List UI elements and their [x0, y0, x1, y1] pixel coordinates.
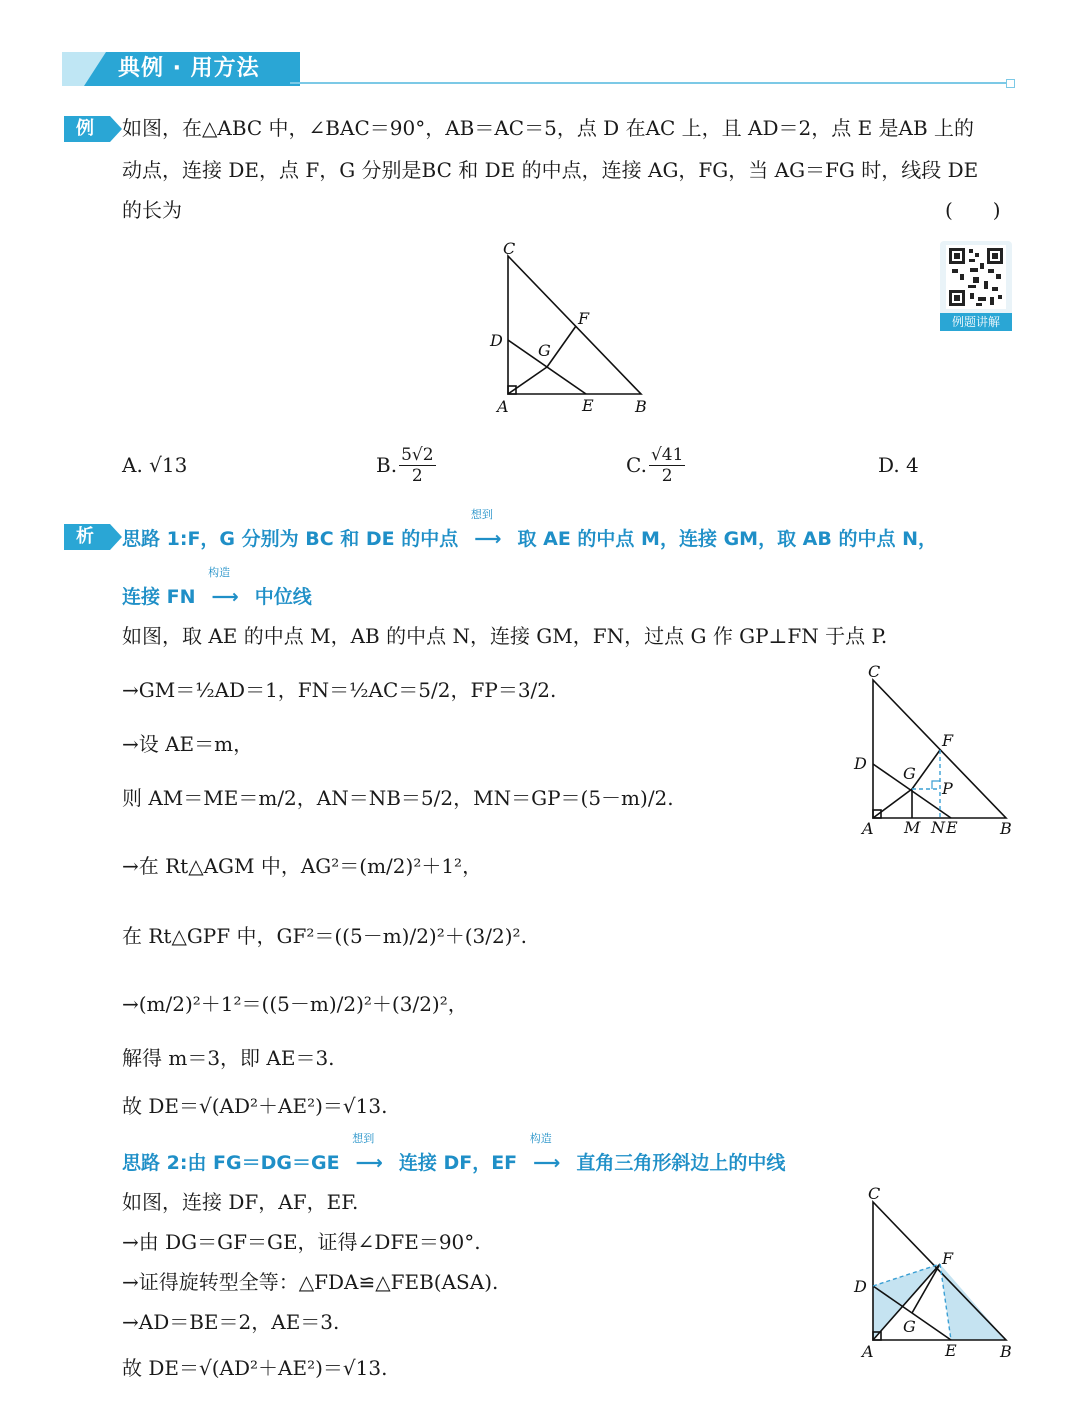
label-d: D	[854, 754, 867, 773]
figure-idea-2	[848, 1182, 1018, 1362]
step-2-5: 故 DE＝√(AD²＋AE²)＝√13.	[122, 1355, 388, 1380]
label-p: P	[942, 779, 953, 798]
label-d: D	[854, 1277, 867, 1296]
label-e: E	[945, 1341, 957, 1360]
qr-code-label: 例题讲解	[940, 313, 1012, 331]
arrow-think-icon: 想到 ⟶	[352, 1132, 383, 1174]
arrow-construct-icon: 构造 ⟶	[208, 566, 239, 608]
label-n: N	[931, 818, 945, 837]
analysis-tag: 析	[64, 524, 110, 550]
figure-main	[486, 236, 656, 416]
label-d: D	[490, 331, 503, 350]
label-e: E	[582, 396, 594, 415]
header-check-icon	[62, 52, 106, 86]
header-rule-end	[1006, 79, 1015, 88]
step-2-2: →由 DG＝GF＝GE，证得∠DFE＝90°.	[122, 1229, 481, 1254]
step-1-2: →GM＝½AD＝1，FN＝½AC＝5/2，FP＝3/2.	[122, 677, 557, 702]
segment-ag	[508, 367, 547, 394]
step-1-7: →(m/2)²＋1²＝((5－m)/2)²＋(3/2)²，	[122, 991, 468, 1016]
option-a[interactable]: A. √13	[122, 453, 188, 477]
example-line-3: 的长为	[122, 198, 182, 222]
label-a: A	[862, 819, 874, 838]
segment-fg	[547, 326, 576, 367]
step-2-1: 如图，连接 DF，AF，EF.	[122, 1189, 359, 1214]
section-title: 典例 · 用方法	[118, 56, 260, 81]
option-b[interactable]: B. $\frac{5√2}{2}$	[376, 444, 434, 486]
label-f: F	[942, 1249, 954, 1268]
label-a: A	[497, 397, 509, 416]
step-1-9: 故 DE＝√(AD²＋AE²)＝√13.	[122, 1093, 388, 1118]
label-c: C	[868, 1184, 881, 1203]
label-f: F	[942, 731, 954, 750]
idea-1-line-1: 思路 1:F，G 分别为 BC 和 DE 的中点 想到 ⟶ 取 AE 的中点 M，连接 GM，取 AB 的中点 N，	[122, 508, 938, 550]
arrow-construct-icon: 构造 ⟶	[529, 1132, 561, 1174]
header-rule	[290, 82, 1008, 84]
example-line-1: 如图，在△ABC 中，∠BAC＝90°，AB＝AC＝5，点 D 在AC 上，且 AD＝2，点 E 是AB 上的	[122, 116, 975, 140]
label-b: B	[1000, 819, 1012, 838]
example-tag: 例	[64, 116, 110, 142]
label-g: G	[903, 764, 916, 783]
figure-idea-1	[848, 660, 1018, 840]
label-f: F	[578, 309, 590, 328]
answer-blank: ( )	[945, 198, 1001, 222]
triangle-abc	[508, 256, 641, 394]
step-1-4: 则 AM＝ME＝m/2，AN＝NB＝5/2，MN＝GP＝(5－m)/2.	[122, 785, 674, 810]
option-c[interactable]: C. $\frac{√41}{2}$	[626, 444, 684, 486]
step-1-8: 解得 m＝3，即 AE＝3.	[122, 1045, 335, 1070]
label-m: M	[904, 818, 921, 837]
label-g: G	[538, 341, 551, 360]
option-d[interactable]: D. 4	[878, 453, 919, 477]
label-c: C	[868, 662, 881, 681]
arrow-think-icon: 想到 ⟶	[470, 508, 502, 550]
step-2-3: →证得旋转型全等：△FDA≌△FEB(ASA).	[122, 1269, 499, 1294]
label-b: B	[635, 397, 647, 416]
label-b: B	[1000, 1342, 1012, 1361]
step-1-6: 在 Rt△GPF 中，GF²＝((5－m)/2)²＋(3/2)².	[122, 923, 527, 948]
label-c: C	[503, 239, 516, 258]
idea-1-line-2: 连接 FN 构造 ⟶ 中位线	[122, 566, 312, 608]
step-2-4: →AD＝BE＝2，AE＝3.	[122, 1309, 340, 1334]
step-1-1: 如图，取 AE 的中点 M，AB 的中点 N，连接 GM，FN，过点 G 作 GP⊥FN 于点 P.	[122, 623, 888, 648]
label-e: E	[946, 818, 958, 837]
step-1-3: →设 AE＝m，	[122, 731, 254, 756]
label-g: G	[903, 1317, 916, 1336]
idea-2-line: 思路 2:由 FG＝DG＝GE 想到 ⟶ 连接 DF，EF 构造 ⟶ 直角三角形斜边上的中线	[122, 1132, 786, 1174]
step-1-5: →在 Rt△AGM 中，AG²＝(m/2)²＋1²，	[122, 853, 483, 878]
example-line-2: 动点，连接 DE，点 F，G 分别是BC 和 DE 的中点，连接 AG，FG，当 AG＝FG 时，线段 DE	[122, 158, 979, 182]
label-a: A	[862, 1342, 874, 1361]
